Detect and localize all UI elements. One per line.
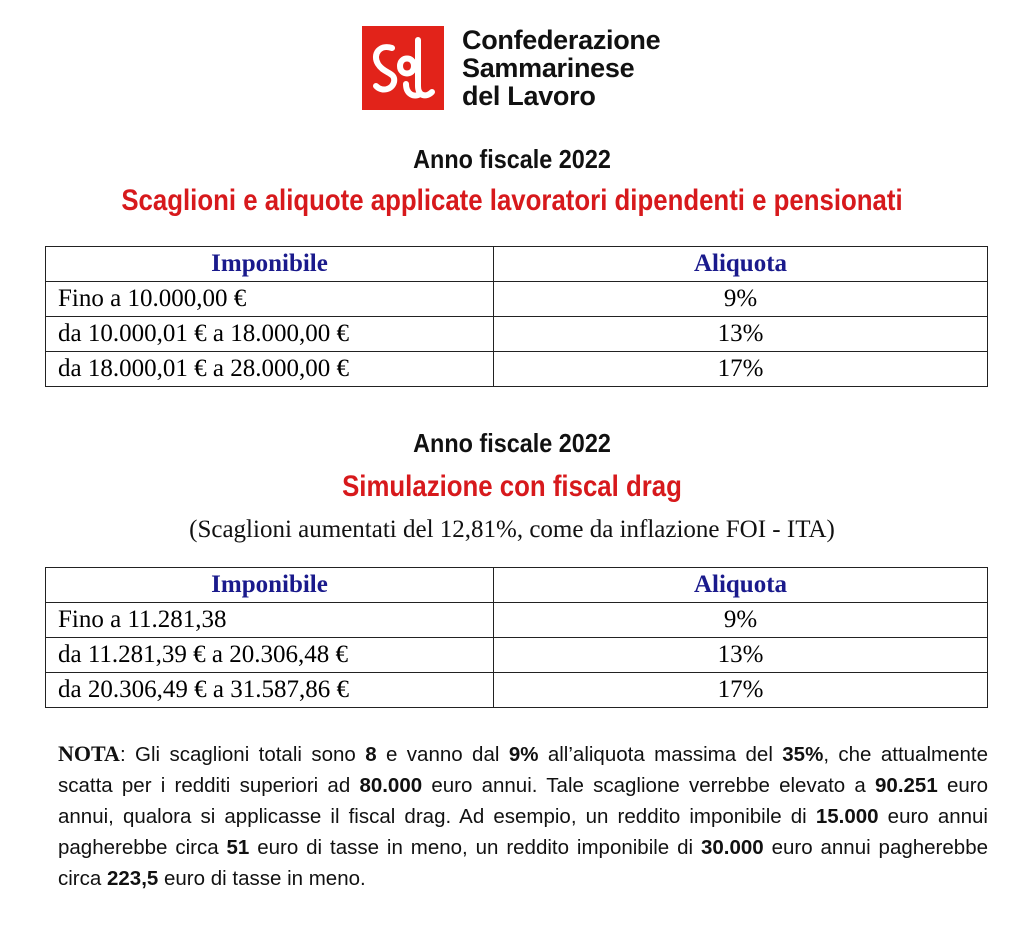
- aliquota-cell: 17%: [494, 352, 988, 387]
- column-header-aliquota: Aliquota: [494, 568, 988, 603]
- nota-paragraph: [58, 738, 988, 894]
- nota-text: euro annui pagherebbe circa: [58, 836, 988, 890]
- nota-text: : Gli scaglioni totali sono: [119, 743, 366, 766]
- csdl-logo-icon: [362, 26, 444, 110]
- nota-text: euro annui. Tale scaglione verrebbe elevato a: [422, 774, 876, 797]
- table-row: [46, 673, 988, 708]
- imponibile-cell: da 20.306,49 € a 31.587,86 €: [46, 673, 494, 708]
- organization-logo: [362, 26, 742, 112]
- section1-subtitle: Scaglioni e aliquote applicate lavoratori dipendenti e pensionati: [121, 184, 903, 217]
- nota-text: all’aliquota massima del: [538, 743, 783, 766]
- section1-rates-table: [45, 246, 988, 387]
- section2-inflation-note: (Scaglioni aumentati del 12,81%, come da inflazione FOI - ITA): [189, 516, 835, 543]
- section2-year-title: Anno fiscale 2022: [413, 428, 611, 458]
- logo-line-3: del Lavoro: [462, 81, 596, 111]
- nota-text: euro annui, qualora si applicasse il fiscal drag. Ad esempio, un reddito imponibile di: [58, 774, 988, 828]
- section2-subtitle: Simulazione con fiscal drag: [342, 470, 682, 503]
- table-header-row: [46, 247, 988, 282]
- imponibile-cell: Fino a 10.000,00 €: [46, 282, 494, 317]
- table-row: [46, 638, 988, 673]
- table-row: [46, 317, 988, 352]
- imponibile-cell: da 11.281,39 € a 20.306,48 €: [46, 638, 494, 673]
- logo-line-1: Confederazione: [462, 25, 661, 55]
- section2-rates-table: [45, 567, 988, 708]
- nota-text: euro annui pagherebbe circa: [58, 805, 988, 859]
- section1-year-title: Anno fiscale 2022: [413, 144, 611, 174]
- aliquota-cell: 13%: [494, 317, 988, 352]
- nota-value: 90.251: [875, 774, 938, 797]
- table-row: [46, 603, 988, 638]
- nota-value: 223,5: [106, 867, 159, 890]
- imponibile-cell: Fino a 11.281,38: [46, 603, 494, 638]
- aliquota-cell: 17%: [494, 673, 988, 708]
- nota-value: 30.000: [700, 836, 764, 859]
- nota-value: 35%: [782, 743, 824, 766]
- nota-value: 80.000: [359, 774, 423, 797]
- aliquota-cell: 9%: [494, 282, 988, 317]
- nota-label: NOTA: [58, 741, 120, 766]
- aliquota-cell: 13%: [494, 638, 988, 673]
- table-row: [46, 352, 988, 387]
- nota-value: 9%: [508, 743, 539, 766]
- logo-line-2: Sammarinese: [462, 53, 635, 83]
- nota-text: euro di tasse in meno, un reddito imponibile di: [249, 836, 701, 859]
- nota-value: 51: [226, 836, 250, 859]
- nota-text: , che attualmente scatta per i redditi superiori ad: [58, 743, 988, 797]
- column-header-imponibile: Imponibile: [46, 568, 494, 603]
- imponibile-cell: da 10.000,01 € a 18.000,00 €: [46, 317, 494, 352]
- nota-text: euro di tasse in meno.: [158, 867, 366, 890]
- table-header-row: [46, 568, 988, 603]
- column-header-aliquota: Aliquota: [494, 247, 988, 282]
- nota-value: 15.000: [815, 805, 879, 828]
- table-row: [46, 282, 988, 317]
- imponibile-cell: da 18.000,01 € a 28.000,00 €: [46, 352, 494, 387]
- aliquota-cell: 9%: [494, 603, 988, 638]
- column-header-imponibile: Imponibile: [46, 247, 494, 282]
- nota-value: 8: [365, 743, 377, 766]
- nota-text: e vanno dal: [376, 743, 509, 766]
- organization-name: [462, 26, 660, 110]
